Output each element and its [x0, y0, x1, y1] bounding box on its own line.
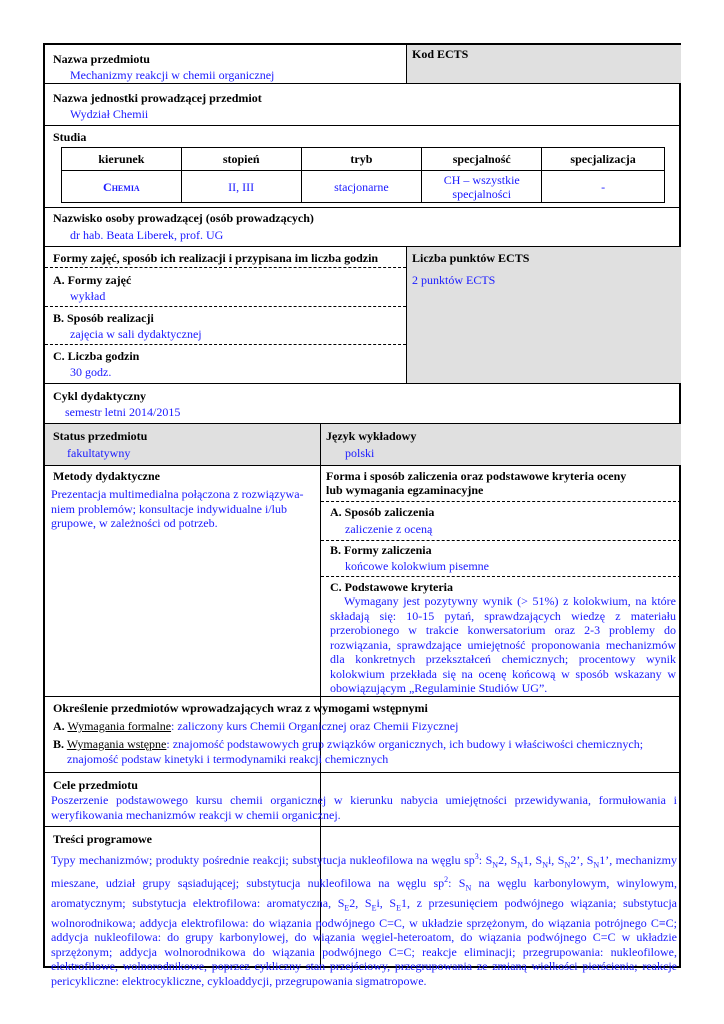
wymagania-label: Określenie przedmiotów wprowadzających wraz z wymogami wstępnymi: [53, 701, 428, 715]
status-value: fakultatywny: [67, 446, 131, 460]
kod-ects-label: Kod ECTS: [412, 47, 469, 61]
prowadzacy-label: Nazwisko osoby prowadzącej (osób prowadzących): [53, 211, 314, 225]
studia-label: Studia: [53, 130, 87, 144]
zaliczenie-a-label: A. Sposób zaliczenia: [330, 505, 435, 519]
studia-specjalnosc: CH – wszystkie specjalności: [422, 171, 542, 203]
zaliczenie-a-value: zaliczenie z oceną: [345, 522, 433, 536]
jezyk-label: Język wykładowy: [326, 429, 417, 443]
nazwa-przedmiotu-value: Mechanizmy reakcji w chemii organicznej: [70, 68, 275, 82]
cykl-label: Cykl dydaktyczny: [53, 389, 147, 403]
zaliczenie-c-text: Wymagany jest pozytywny wynik (> 51%) z kolokwium, na które składają się: 10-15 pytań, sprawdzających wiedzę z materiału przerobionego w trakcie konwersatorium oraz 2-3 problemy do rozwiązania, sprawdzające umiejętność proponowania mechanizmów dla konkretnych przekształceń chemicznych; procentowy wynik kolokwium przekłada się na ocenę końcową w sposób wskazany w obowiązującym „Regulaminie Studiów UG”.: [330, 594, 676, 695]
studia-header-stopien: stopień: [181, 148, 301, 171]
zaliczenie-label-2: lub wymagania egzaminacyjne: [326, 483, 484, 497]
wymagania-b-line2: znajomość podstaw kinetyki i termodynamiki reakcji chemicznych: [67, 752, 389, 766]
nazwa-przedmiotu-label: Nazwa przedmiotu: [53, 52, 150, 66]
studia-kierunek: Chemia: [62, 171, 182, 203]
metody-text: Prezentacja multimedialna połączona z rozwiązywa- niem problemów; konsultacje indywidualne i/lub grupowe, w zależności od potrzeb.: [51, 487, 304, 530]
studia-header-specjalizacja: specjalizacja: [542, 148, 665, 171]
jezyk-value: polski: [345, 446, 375, 460]
jednostka-value: Wydział Chemii: [70, 107, 149, 121]
ects-cell: [407, 247, 681, 383]
studia-stopien: II, III: [181, 171, 301, 203]
cykl-value: semestr letni 2014/2015: [65, 405, 181, 419]
tresci-text: Typy mechanizmów; produkty pośrednie reakcji; substytucja nukleofilowa na węglu $sp^3$: $S_N2$, $S_N1$, $S_Ni$, $S_N2$’, $S_N1$’, mechanizmy mieszane, udział grupy sąsiadującej; substytucja nukleofilowa na węglu $sp^2$: $S_N$ na węglu karbonylowym, winylowym, aromatycznym; substytucja elektrofilowa: aromatyczna, $S_E2$, $S_Ei$, $S_E1$, z przesunięciem podwójnego wiązania; substytucja wolnorodnikowa; addycja elektrofilowa: do wiązania podwójnego C=C, w układzie sprzężonym, do wiązania potrójnego C≡C; addycja nukleofilowa: do grupy karbonylowej, do wiązania węgiel-heteroatom, do wiązania podwójnego C=C w układzie sprzężonym; addycja wolnorodnikowa do wiązania podwójnego C=C; reakcje eliminacji; przegrupowania: nukleofilowe, elektrofilowe, wolnorodnikowe, poprzez cykliczny stan przejściowy, przegrupowania ze zmianą wielkości pierścienia; reakcje pericykliczne: elektrocykliczne, cykloaddycji, przegrupowania sigmatropowe.: [51, 852, 678, 988]
studia-header-tryb: tryb: [301, 148, 422, 171]
ects-label: Liczba punktów ECTS: [412, 251, 530, 265]
ects-value: 2 punktów ECTS: [412, 273, 496, 287]
wymagania-b: B. Wymagania wstępne: znajomość podstawowych grup związków organicznych, ich budowy i właściwości chemicznych;: [53, 737, 644, 751]
course-card: [43, 43, 681, 988]
formy-b-label: B. Sposób realizacji: [53, 311, 154, 325]
formy-a-label: A. Formy zajęć: [53, 273, 132, 287]
wymagania-a: A. Wymagania formalne: zaliczony kurs Chemii Organicznej oraz Chemii Fizycznej: [53, 719, 459, 733]
zaliczenie-b-label: B. Formy zaliczenia: [330, 543, 432, 557]
studia-tryb: stacjonarne: [301, 171, 422, 203]
tresci-label: Treści programowe: [53, 832, 152, 846]
studia-table: [61, 147, 665, 203]
formy-c-label: C. Liczba godzin: [53, 349, 140, 363]
status-label: Status przedmiotu: [53, 429, 148, 443]
studia-specjalizacja: -: [542, 171, 665, 203]
zaliczenie-b-value: końcowe kolokwium pisemne: [345, 559, 489, 573]
studia-header-specjalnosc: specjalność: [422, 148, 542, 171]
formy-a-value: wykład: [70, 289, 106, 303]
formy-b-value: zajęcia w sali dydaktycznej: [70, 327, 202, 341]
formy-zajec-label: Formy zajęć, sposób ich realizacji i przypisana im liczba godzin: [53, 251, 379, 265]
cele-label: Cele przedmiotu: [53, 778, 138, 792]
prowadzacy-value: dr hab. Beata Liberek, prof. UG: [70, 228, 224, 242]
cele-text: Poszerzenie podstawowego kursu chemii organicznej w kierunku nabycia umiejętności przewidywania, formułowania i weryfikowania mechanizmów reakcji w chemii organicznej.: [51, 793, 677, 822]
zaliczenie-label-1: Forma i sposób zaliczenia oraz podstawowe kryteria oceny: [326, 469, 627, 483]
zaliczenie-c-label: C. Podstawowe kryteria: [330, 580, 453, 594]
metody-label: Metody dydaktyczne: [53, 469, 160, 483]
formy-c-value: 30 godz.: [70, 365, 112, 379]
studia-header-kierunek: kierunek: [62, 148, 182, 171]
jednostka-label: Nazwa jednostki prowadzącej przedmiot: [53, 91, 262, 105]
